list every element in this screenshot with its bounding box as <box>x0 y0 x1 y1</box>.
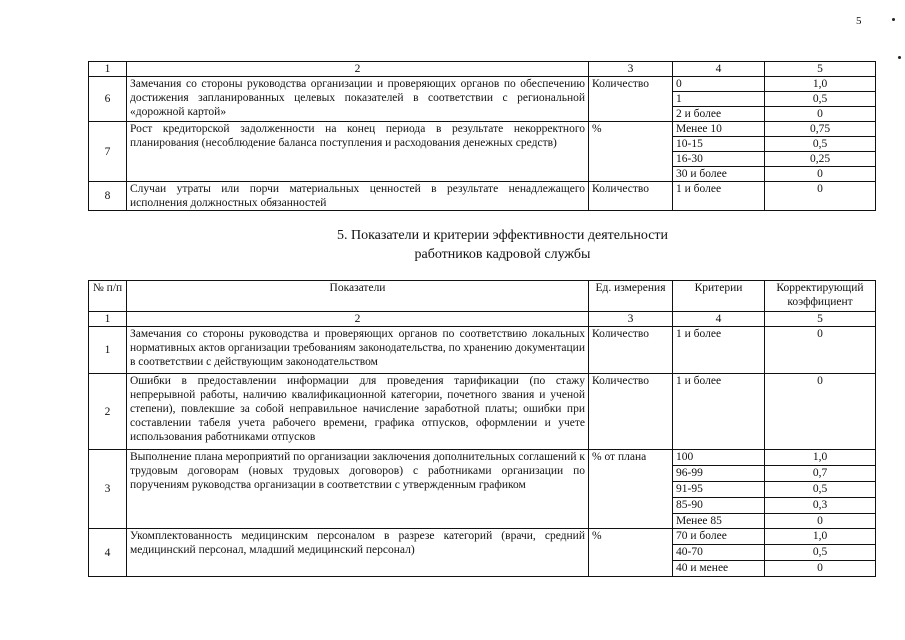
coefficient: 0,3 <box>765 498 876 514</box>
unit: Количество <box>589 182 673 211</box>
indicator-text: Случаи утраты или порчи материальных ценностей в результате ненадлежащего исполнения должностных обязанностей <box>127 182 589 211</box>
col-number: 1 <box>89 312 127 327</box>
header-unit: Ед. измерения <box>589 281 673 312</box>
section-title-line-1: 5. Показатели и критерии эффективности деятельности <box>336 228 669 243</box>
table-row <box>89 182 876 211</box>
unit: % от плана <box>589 450 673 529</box>
coefficient: 0,25 <box>765 152 876 167</box>
scan-mark <box>898 56 901 59</box>
header-criteria: Критерии <box>673 281 765 312</box>
coefficient: 0 <box>765 327 876 374</box>
indicator-text: Рост кредиторской задолженности на конец периода в результате некорректного планирования (несоблюдение баланса поступления и расходования денежных средств) <box>127 122 589 182</box>
table-row <box>89 77 876 92</box>
header-coefficient: Корректирующий коэффициент <box>765 281 876 312</box>
criterion: 1 и более <box>673 374 765 450</box>
table-row <box>89 122 876 137</box>
indicator-text: Замечания со стороны руководства организации и проверяющих органов по обеспечению достижения запланированных целевых показателей в соответствии с региональной «дорожной картой» <box>127 77 589 122</box>
page-number: 5 <box>856 15 862 27</box>
table-row <box>89 450 876 466</box>
unit: % <box>589 529 673 577</box>
criterion: 1 и более <box>673 182 765 211</box>
column-numbers-row <box>89 62 876 77</box>
col-number: 5 <box>765 312 876 327</box>
section-title-line-2: работников кадровой службы <box>414 247 591 262</box>
col-number: 4 <box>673 62 765 77</box>
indicator-text: Выполнение плана мероприятий по организации заключения дополнительных соглашений к трудовым договорам (новых трудовых договоров) с работниками организации по поручениям руководства организации в соответствии с утвержденным графиком <box>127 450 589 529</box>
row-number: 1 <box>89 327 127 374</box>
criterion: 1 <box>673 92 765 107</box>
coefficient: 0,7 <box>765 466 876 482</box>
criterion: 2 и более <box>673 107 765 122</box>
table-row <box>89 529 876 545</box>
coefficient: 0 <box>765 514 876 529</box>
coefficient: 0,5 <box>765 545 876 561</box>
table-row <box>89 374 876 450</box>
indicator-text: Укомплектованность медицинским персоналом в разрезе категорий (врачи, средний медицинский персонал, младший медицинский персонал) <box>127 529 589 577</box>
row-number: 4 <box>89 529 127 577</box>
criterion: 30 и более <box>673 167 765 182</box>
unit: Количество <box>589 374 673 450</box>
header-row <box>89 281 876 312</box>
coefficient: 0 <box>765 561 876 577</box>
coefficient: 1,0 <box>765 450 876 466</box>
row-number: 8 <box>89 182 127 211</box>
indicators-table-continued <box>88 61 876 211</box>
unit: Количество <box>589 77 673 122</box>
indicator-text: Замечания со стороны руководства и проверяющих органов по соответствию локальных нормативных актов организации требованиям законодательства, по хранению документации в соответствии с действующим законодательством <box>127 327 589 374</box>
row-number: 6 <box>89 77 127 122</box>
criterion: 85-90 <box>673 498 765 514</box>
col-number: 4 <box>673 312 765 327</box>
coefficient: 0 <box>765 374 876 450</box>
criterion: 0 <box>673 77 765 92</box>
header-num: № п/п <box>89 281 127 312</box>
row-number: 3 <box>89 450 127 529</box>
header-indicator: Показатели <box>127 281 589 312</box>
section-heading <box>0 226 905 264</box>
row-number: 7 <box>89 122 127 182</box>
criterion: 91-95 <box>673 482 765 498</box>
coefficient: 0,5 <box>765 482 876 498</box>
unit: % <box>589 122 673 182</box>
scan-mark <box>892 18 895 21</box>
criterion: 100 <box>673 450 765 466</box>
col-number: 2 <box>127 62 589 77</box>
coefficient: 0,5 <box>765 137 876 152</box>
coefficient: 0,75 <box>765 122 876 137</box>
criterion: 16-30 <box>673 152 765 167</box>
criterion: 10-15 <box>673 137 765 152</box>
criterion: Менее 85 <box>673 514 765 529</box>
indicator-text: Ошибки в предоставлении информации для проведения тарификации (по стажу непрерывной работы, наличию квалификационной категории, почетного звания и ученой степени), повлекшие за собой неправильное начисление заработной платы; ошибки при составлении табеля учета рабочего времени, графика отпусков, оформлении и учете использования работниками отпусков <box>127 374 589 450</box>
criterion: 96-99 <box>673 466 765 482</box>
coefficient: 0 <box>765 107 876 122</box>
coefficient: 0 <box>765 167 876 182</box>
criterion: 40 и менее <box>673 561 765 577</box>
coefficient: 0 <box>765 182 876 211</box>
coefficient: 0,5 <box>765 92 876 107</box>
col-number: 1 <box>89 62 127 77</box>
criterion: 40-70 <box>673 545 765 561</box>
coefficient: 1,0 <box>765 77 876 92</box>
criterion: 70 и более <box>673 529 765 545</box>
col-number: 5 <box>765 62 876 77</box>
hr-indicators-table <box>88 280 876 577</box>
col-number: 2 <box>127 312 589 327</box>
coefficient: 1,0 <box>765 529 876 545</box>
col-number: 3 <box>589 312 673 327</box>
criterion: 1 и более <box>673 327 765 374</box>
row-number: 2 <box>89 374 127 450</box>
col-number: 3 <box>589 62 673 77</box>
table-row <box>89 327 876 374</box>
criterion: Менее 10 <box>673 122 765 137</box>
column-numbers-row <box>89 312 876 327</box>
unit: Количество <box>589 327 673 374</box>
